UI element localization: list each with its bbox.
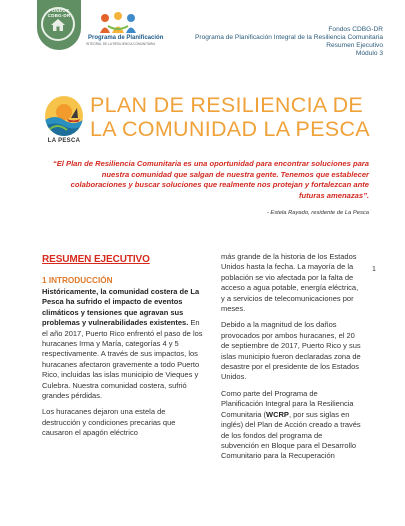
la-pesca-logo-icon xyxy=(45,96,83,136)
intro-paragraph xyxy=(42,287,205,401)
wcrp-acronym: WCRP xyxy=(266,409,289,419)
header-line-3: Resumen Ejecutivo xyxy=(326,42,383,49)
paragraph-2: Los huracanes dejaron una estela de destrucción y condiciones precarias que causaron el apagón eléctrico xyxy=(42,407,176,438)
program-subtitle: INTEGRAL DE LA RESILIENCIA COMUNITARIA xyxy=(86,42,156,46)
header-line-1: Fondos CDBG-DR xyxy=(328,26,383,33)
paragraph-5-b: , por sus siglas en inglés) del Plan de Acción creado a través de los fondos del programa de subvención en Bloque para el Desarrollo Comunitario para la Recuperación xyxy=(221,409,361,461)
header-line-2: Programa de Planificación Integral de la Resiliencia Comunitaria xyxy=(194,34,383,41)
page-number: 1 xyxy=(372,266,376,273)
column-left xyxy=(42,287,205,445)
program-logo-icon xyxy=(98,11,138,35)
section-title: RESUMEN EJECUTIVO xyxy=(42,254,150,265)
page-title xyxy=(90,93,370,141)
quote-attribution: - Estela Rayado, residente de La Pesca xyxy=(266,210,369,216)
epigraph-quote: “El Plan de Resiliencia Comunitaria es una oportunidad para encontrar soluciones para nuestra comunidad que salgan de nuestra gente. Tenemos que establecer colaboraciones y buscar soluciones que realmente nos protejan y fortalezcan ante futuras amenazas”. xyxy=(52,159,369,200)
paragraph-5 xyxy=(221,389,361,462)
intro-paragraph-rest: En el año 2017, Puerto Rico enfrentó el paso de los huracanes Irma y María, categorías 4 y 5 respectivamente. A través de sus impactos, los huracanes afectaron gravemente a todo Puerto Rico, incluidas las islas municipio de Vieques y Culebra. Nuestra comunidad costera, sufrió grandes pérdidas. xyxy=(42,318,203,401)
paragraph-4: Debido a la magnitud de los daños provocados por ambos huracanes, el 20 de septiembre de 2017, Puerto Rico y sus islas municipio fueron declaradas zona de desastre por el presidente de los Estados Unidos. xyxy=(221,320,361,382)
town-name: LA PESCA xyxy=(47,138,81,144)
paragraph-3: más grande de la historia de los Estados Unidos hasta la fecha. La mayoría de la población se vio afectada por la falta de acceso a agua potable, energía eléctrica, y a servicios de telecomunicaciones por meses. xyxy=(221,252,359,314)
paragraph-5-a: Como parte del Programa de Planificación Integral para la Resiliencia Comunitaria ( xyxy=(221,388,354,419)
header-line-4: Módulo 3 xyxy=(355,50,383,57)
intro-bold-lead: Históricamente, la comunidad costera de La Pesca ha sufrido el impacto de eventos climáticos y tensiones que agravan sus problemas y vulnerabilidades existentes. xyxy=(42,287,200,328)
house-icon xyxy=(50,18,66,32)
page-title-line-2: LA COMUNIDAD LA PESCA xyxy=(90,117,370,141)
page-title-line-1: PLAN DE RESILIENCIA DE xyxy=(90,93,364,117)
program-name: Programa de Planificación xyxy=(88,35,164,41)
column-right xyxy=(221,252,361,468)
subsection-title: 1 INTRODUCCIÓN xyxy=(42,276,113,285)
cdbg-badge-text: FONDOS CDBG-DR xyxy=(47,8,71,18)
